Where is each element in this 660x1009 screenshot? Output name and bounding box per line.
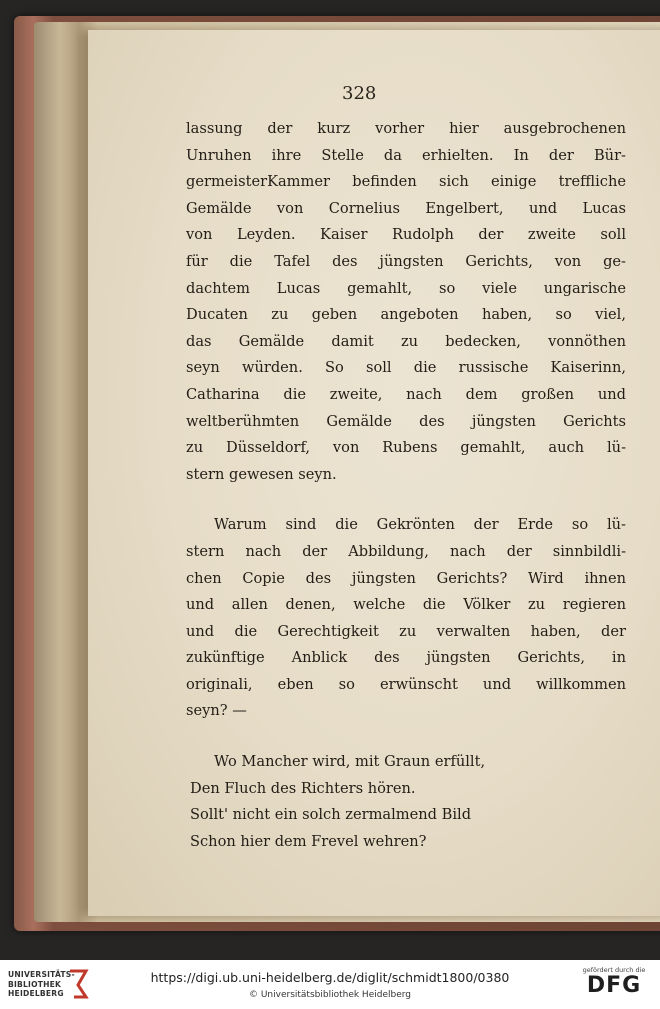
copyright-text: © Universitätsbibliothek Heidelberg	[248, 990, 411, 1000]
page-number: 328	[342, 83, 377, 104]
text-line: Unruhen ihre Stelle da erhielten. In der Bür-	[186, 146, 626, 164]
text-line: dachtem Lucas gemahlt, so viele ungarische	[186, 279, 626, 297]
text-line: Warum sind die Gekrönten der Erde so lü-	[214, 516, 626, 534]
page-text	[186, 116, 626, 855]
text-line: weltberühmten Gemälde des jüngsten Gerichts	[186, 412, 626, 430]
paragraph-2	[186, 512, 626, 725]
text-line: das Gemälde damit zu bedecken, vonnöthen	[186, 332, 626, 350]
funder-logo[interactable]	[578, 966, 650, 998]
text-line: und die Gerechtigkeit zu verwalten haben, der	[186, 622, 626, 640]
text-line: stern nach der Abbildung, nach der sinnbildli-	[186, 542, 626, 560]
text-line: originali, eben so erwünscht und willkommen	[186, 675, 626, 693]
text-line: Gemälde von Cornelius Engelbert, und Lucas	[186, 199, 626, 217]
text-line: chen Copie des jüngsten Gerichts? Wird ihnen	[186, 569, 626, 587]
verse-line: Sollt' nicht ein solch zermalmend Bild	[190, 806, 472, 824]
verse	[186, 749, 626, 855]
viewer-footer	[0, 960, 660, 1009]
text-line: lassung der kurz vorher hier ausgebrochenen	[186, 120, 626, 137]
text-line: seyn würden. So soll die russische Kaiserinn,	[186, 359, 626, 377]
paragraph-1	[186, 116, 626, 488]
source-url-link[interactable]: https://digi.ub.uni-heidelberg.de/diglit/schmidt1800/0380	[150, 970, 510, 985]
text-line: und allen denen, welche die Völker zu regieren	[186, 596, 626, 614]
text-line: für die Tafel des jüngsten Gerichts, von ge-	[186, 252, 626, 270]
text-line: zukünftige Anblick des jüngsten Gerichts, in	[186, 649, 626, 667]
dfg-logo-text: DFG	[586, 973, 642, 998]
text-line: stern gewesen seyn.	[186, 465, 337, 483]
library-logo[interactable]: UNIVERSITÄTS- BIBLIOTHEK HEIDELBERG	[8, 970, 75, 998]
text-line: seyn? —	[186, 702, 247, 720]
text-line: Catharina die zweite, nach dem großen und	[186, 385, 626, 403]
funder-caption: gefördert durch die	[582, 966, 646, 974]
verse-line: Schon hier dem Frevel wehren?	[190, 832, 427, 850]
verse-line: Den Fluch des Richters hören.	[190, 779, 416, 797]
verse-line: Wo Mancher wird, mit Graun erfüllt,	[214, 753, 486, 771]
text-line: von Leyden. Kaiser Rudolph der zweite soll	[186, 226, 626, 244]
text-line: Ducaten zu geben angeboten haben, so viel,	[186, 306, 626, 324]
text-line: zu Düsseldorf, von Rubens gemahlt, auch lü-	[186, 439, 626, 457]
text-line: germeisterKammer befinden sich einige treffliche	[186, 173, 626, 191]
